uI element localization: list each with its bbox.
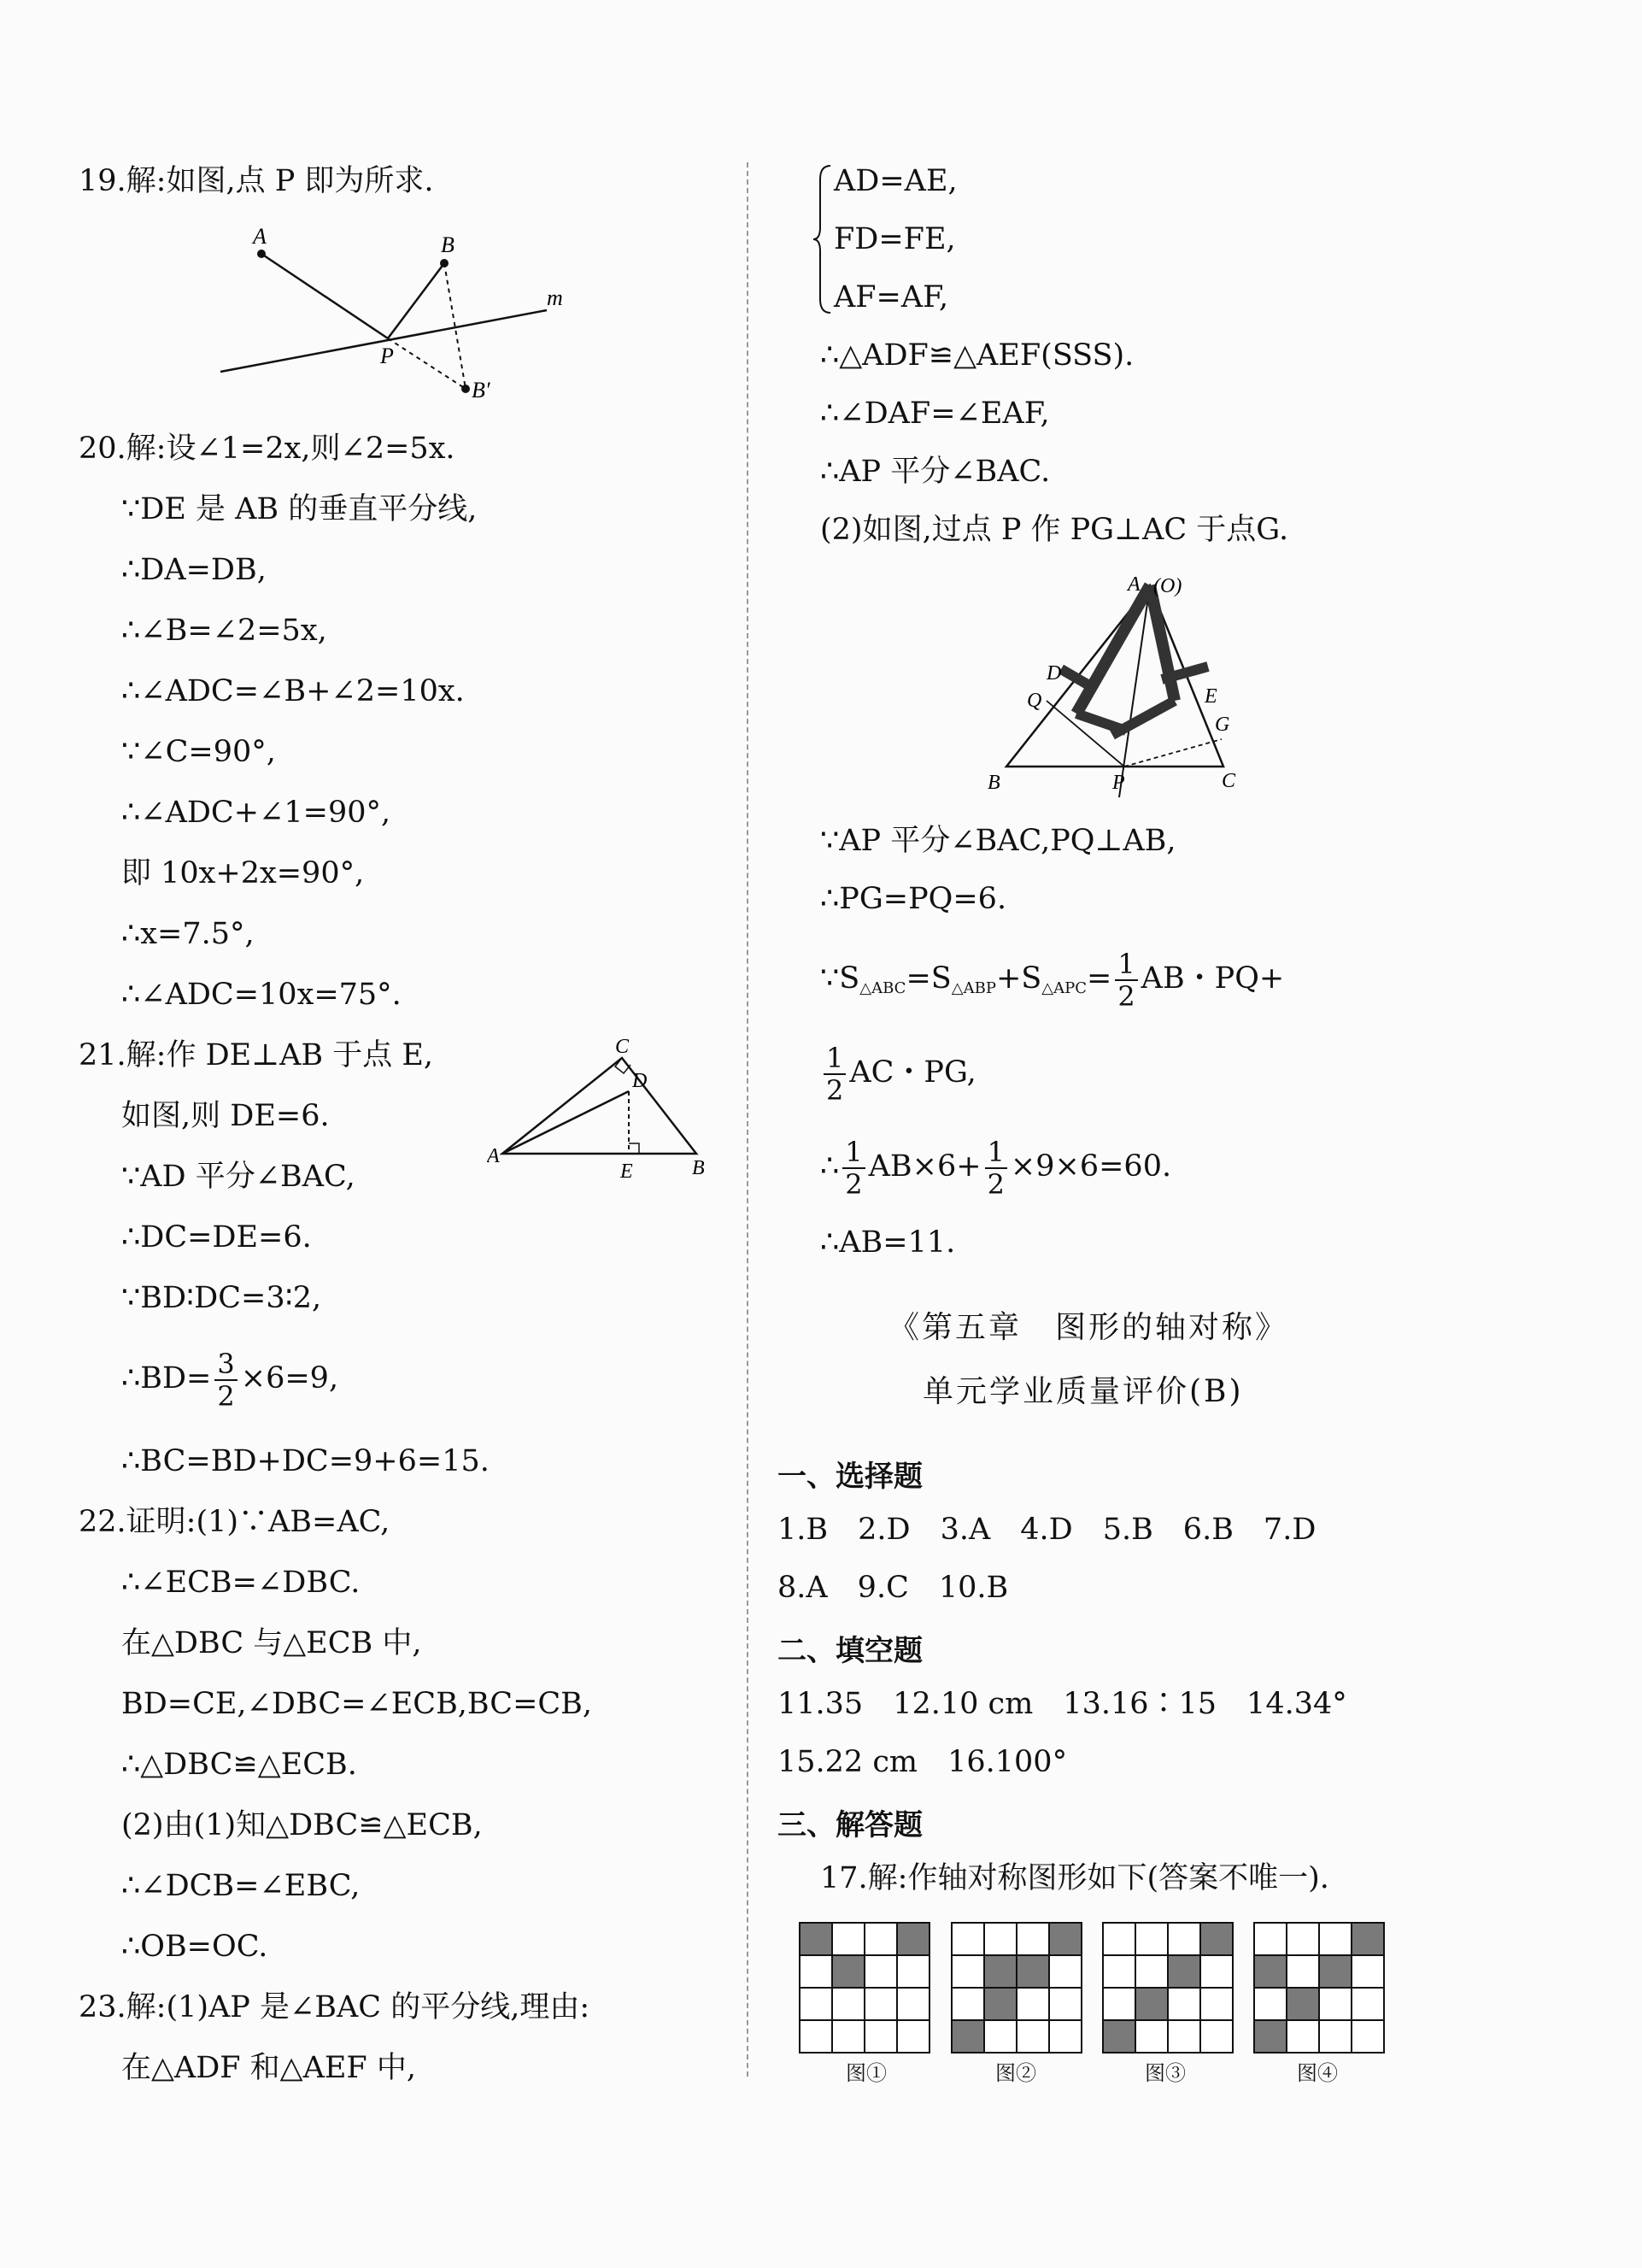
grid-cell [897, 1955, 929, 1988]
grid-cell-shaded [984, 1988, 1017, 2020]
grid-cell [832, 1988, 865, 2020]
grid-cell [800, 1955, 832, 1988]
choice-answers-1: 1.B 2.D 3.A 4.D 5.B 6.B 7.D [777, 1513, 1317, 1547]
grid-cell [1352, 1955, 1384, 1988]
q22-line-2: ∴∠ECB=∠DBC. [121, 1566, 361, 1600]
q22-line-1: 22.证明:(1)∵AB=AC, [79, 1505, 390, 1539]
chapter-title: 《第五章 图形的轴对称》 [888, 1310, 1289, 1345]
brace-line-3: AF=AF, [834, 280, 949, 314]
grid-cell [1319, 2020, 1352, 2053]
q19-text: 19.解:如图,点 P 即为所求. [79, 164, 434, 198]
q17-text: 17.解:作轴对称图形如下(答案不唯一). [820, 1861, 1329, 1895]
q23-r-line-4: (2)如图,过点 P 作 PG⊥AC 于点G. [820, 513, 1289, 547]
grid-cell [897, 2020, 929, 2053]
q22-line-3: 在△DBC 与△ECB 中, [121, 1626, 422, 1660]
q23-r-line-3: ∴AP 平分∠BAC. [820, 455, 1051, 489]
grid-cell [1254, 1988, 1287, 2020]
q22-line-7: ∴∠DCB=∠EBC, [121, 1869, 361, 1903]
q21-frac-line: ∴BD= $\frac{3}{2}$ ×6=9, [121, 1347, 339, 1413]
grid-cell [984, 1923, 1017, 1955]
grid-cell [1287, 1923, 1319, 1955]
fig21-diagram [487, 1034, 718, 1188]
grid-figure-1 [798, 1921, 931, 2054]
q20-line-10: ∴∠ADC=10x=75°. [121, 978, 402, 1012]
unit-title: 单元学业质量评价(B) [923, 1374, 1244, 1409]
grid-figure-3 [1101, 1921, 1234, 2054]
grid-cell [1287, 2020, 1319, 2053]
q22-line-5: ∴△DBC≌△ECB. [121, 1748, 357, 1782]
grid-cell-shaded [1200, 1923, 1233, 1955]
fig21-label-a: A [487, 1145, 500, 1167]
segment-ap [261, 254, 388, 338]
fig21-label-c: C [615, 1036, 630, 1058]
fig23-label-c: C [1222, 770, 1236, 792]
brace-line-2: FD=FE, [834, 222, 956, 256]
label-m: m [547, 285, 563, 310]
grid-cell [1352, 2020, 1384, 2053]
grid-cell-shaded [1049, 1923, 1082, 1955]
q20-line-6: ∵∠C=90°, [121, 735, 276, 769]
grid-cell-shaded [984, 1955, 1017, 1988]
grid-cell [1287, 1955, 1319, 1988]
grid-cell-shaded [1319, 1955, 1352, 1988]
grid-cell [1200, 1955, 1233, 1988]
grid-cell [952, 1955, 984, 1988]
q20-line-8: 即 10x+2x=90°, [121, 856, 365, 890]
fig23-label-b: B [988, 772, 1000, 794]
grid-cell-shaded [1254, 2020, 1287, 2053]
grid-cell [1017, 2020, 1049, 2053]
grid-cell-shaded [832, 1955, 865, 1988]
section-fill: 二、填空题 [777, 1634, 923, 1668]
grid-cell [1103, 1955, 1135, 1988]
label-bprime: B′ [472, 378, 490, 402]
fig23-label-e: E [1205, 685, 1217, 708]
grid-cell [832, 2020, 865, 2053]
fig23-label-p: P [1112, 772, 1125, 794]
fig23-label-o: (O) [1153, 575, 1182, 597]
grid-cell [865, 2020, 897, 2053]
grid-cell [1352, 1988, 1384, 2020]
fig21-label-b: B [692, 1157, 705, 1179]
grid-cell-shaded [1287, 1988, 1319, 2020]
q20-line-5: ∴∠ADC=∠B+∠2=10x. [121, 674, 465, 708]
grid-cell-shaded [1254, 1955, 1287, 1988]
q23-r-line-1: ∴△ADF≌△AEF(SSS). [820, 338, 1135, 373]
q23-r2-line-1: ∵AP 平分∠BAC,PQ⊥AB, [820, 824, 1176, 858]
grid-cell [1049, 1988, 1082, 2020]
grid-cell [1135, 2020, 1168, 2053]
fill-answers-2: 15.22 cm 16.100° [777, 1745, 1068, 1779]
q20-line-9: ∴x=7.5°, [121, 917, 255, 951]
grid-cell [1103, 1988, 1135, 2020]
grid-cell [1168, 1988, 1200, 2020]
grid-cell-shaded [1017, 1955, 1049, 1988]
section-solve: 三、解答题 [777, 1808, 923, 1842]
area-formula: $\because S_{\triangle ABC}=S_{\triangle ABP}+S_{\triangle APC}=$ $\frac{1}{2}$ AB・PQ+ [820, 947, 1285, 1013]
grid-cell [1168, 1923, 1200, 1955]
grid-cell [1200, 2020, 1233, 2053]
segment-bp [388, 263, 444, 338]
q23-r2-line-2: ∴PG=PQ=6. [820, 882, 1007, 916]
label-p: P [380, 344, 394, 368]
q23-r-line-2: ∴∠DAF=∠EAF, [820, 397, 1050, 431]
q21-line-end: ∴BC=BD+DC=9+6=15. [121, 1444, 490, 1478]
grid-cell [897, 1988, 929, 2020]
q21-line-1: 21.解:作 DE⊥AB 于点 E, [79, 1038, 434, 1072]
grid-cell [1319, 1923, 1352, 1955]
grid-cell [952, 1923, 984, 1955]
q22-line-4: BD=CE,∠DBC=∠ECB,BC=CB, [121, 1687, 593, 1721]
fig21-label-d: D [632, 1070, 648, 1092]
q20-line-7: ∴∠ADC+∠1=90°, [121, 796, 391, 830]
q20-line-4: ∴∠B=∠2=5x, [121, 614, 327, 648]
segment-pbp [388, 338, 466, 389]
brace [813, 162, 834, 316]
caption-4: 图④ [1297, 2061, 1338, 2085]
grid-cell [1319, 1988, 1352, 2020]
grid-cell [832, 1923, 865, 1955]
brace-line-1: AD=AE, [834, 164, 958, 198]
caption-1: 图① [846, 2061, 887, 2085]
grid-cell [984, 2020, 1017, 2053]
grid-cell [952, 1988, 984, 2020]
q20-line-1: 20.解:设∠1=2x,则∠2=5x. [79, 432, 455, 466]
fig23-diagram [982, 568, 1264, 799]
caption-2: 图② [995, 2061, 1036, 2085]
q23-line-2: 在△ADF 和△AEF 中, [121, 2051, 416, 2085]
fig21-label-e: E [620, 1160, 633, 1183]
fig23-label-g: G [1215, 714, 1230, 736]
grid-cell [800, 2020, 832, 2053]
label-b: B [441, 232, 454, 257]
grid-cell-shaded [1352, 1923, 1384, 1955]
q21-line-5: ∵BD∶DC=3∶2, [121, 1281, 322, 1315]
q20-line-3: ∴DA=DB, [121, 553, 267, 587]
grid-cell-shaded [1135, 1988, 1168, 2020]
ab-result: ∴AB=11. [820, 1225, 956, 1260]
section-choice: 一、选择题 [777, 1460, 923, 1494]
grid-figure-4 [1252, 1921, 1386, 2054]
grid-cell-shaded [1168, 1955, 1200, 1988]
grid-cell [1049, 2020, 1082, 2053]
grid-cell [1017, 1988, 1049, 2020]
grid-cell-shaded [800, 1923, 832, 1955]
fill-answers-1: 11.35 12.10 cm 13.16∶15 14.34° [777, 1687, 1347, 1721]
grid-cell [1135, 1955, 1168, 1988]
column-divider [747, 162, 748, 2077]
choice-answers-2: 8.A 9.C 10.B [777, 1571, 1009, 1605]
grid-cell [865, 1923, 897, 1955]
q22-line-8: ∴OB=OC. [121, 1930, 268, 1964]
grid-cell [1017, 1923, 1049, 1955]
grid-cell [1103, 1923, 1135, 1955]
grid-figure-2 [950, 1921, 1083, 2054]
fig23-label-d: D [1047, 662, 1062, 685]
grid-cell-shaded [1103, 2020, 1135, 2053]
grid-cell [865, 1988, 897, 2020]
q22-line-6: (2)由(1)知△DBC≌△ECB, [121, 1808, 483, 1842]
grid-cell-shaded [952, 2020, 984, 2053]
q21-line-4: ∴DC=DE=6. [121, 1220, 312, 1254]
fig23-label-q: Q [1027, 690, 1042, 712]
fig19-diagram [205, 218, 581, 414]
grid-cell [1049, 1955, 1082, 1988]
area-formula-2: $\frac{1}{2}$ AC・PG, [820, 1034, 976, 1111]
caption-3: 图③ [1145, 2061, 1186, 2085]
grid-cell [1135, 1923, 1168, 1955]
grid-cell [800, 1988, 832, 2020]
grid-cell [1200, 1988, 1233, 2020]
fig23-label-a: A [1128, 573, 1141, 596]
label-a: A [253, 224, 267, 249]
grid-cell [865, 1955, 897, 1988]
grid-cell [1254, 1923, 1287, 1955]
calc-formula: ∴ $\frac{1}{2}$ AB×6+ $\frac{1}{2}$ ×9×6=60. [820, 1135, 1172, 1201]
q21-line-3: ∵AD 平分∠BAC, [121, 1160, 355, 1194]
grid-cell [1168, 2020, 1200, 2053]
grid-cell-shaded [897, 1923, 929, 1955]
q21-line-2: 如图,则 DE=6. [121, 1099, 330, 1133]
q20-line-2: ∵DE 是 AB 的垂直平分线, [121, 492, 478, 526]
q23-line-1: 23.解:(1)AP 是∠BAC 的平分线,理由: [79, 1990, 590, 2024]
